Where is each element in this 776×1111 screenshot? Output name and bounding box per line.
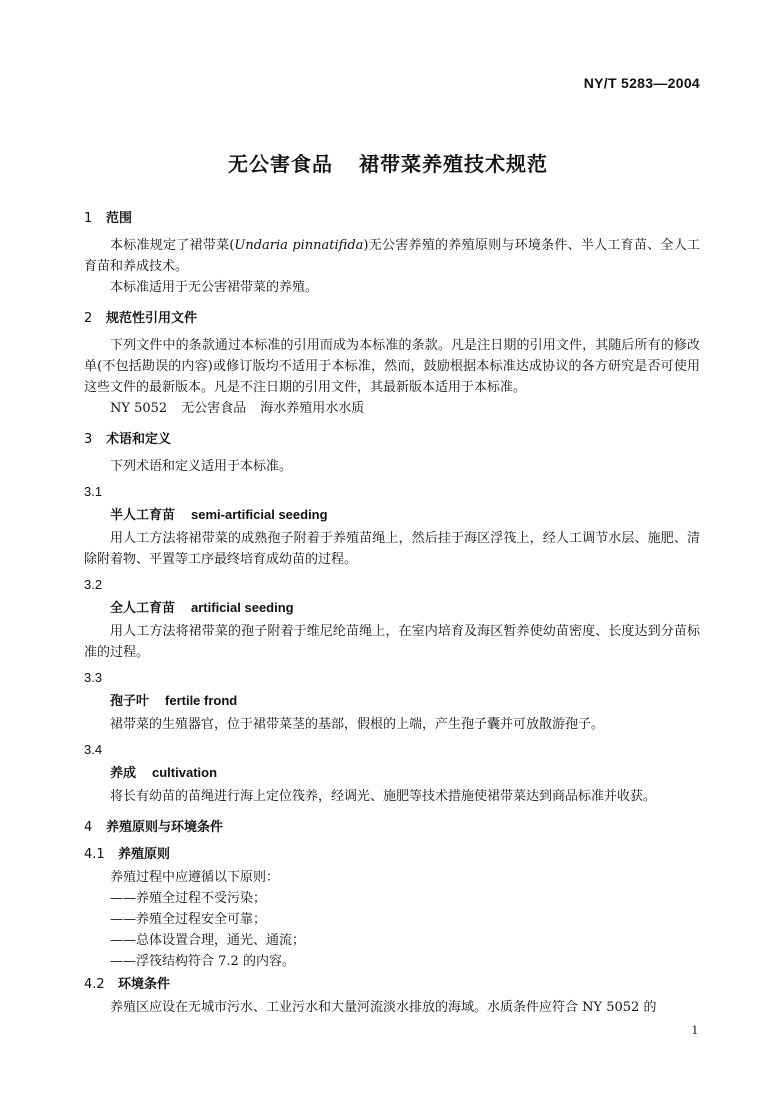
term-english: artificial seeding [191,600,294,615]
term-definition: 将长有幼苗的苗绳进行海上定位筏养，经调光、施肥等技术措施使裙带菜达到商品标准并收获。 [110,789,657,804]
document-title [0,148,776,177]
term-definition: 用人工方法将裙带菜的孢子附着于维尼纶苗绳上，在室内培育及海区暂养使幼苗密度、长度达到分苗标准的过程。 [84,624,700,660]
principle-item: ——养殖全过程不受污染； [110,891,267,906]
term-english: cultivation [152,765,218,780]
term-chinese: 孢子叶 [110,694,150,709]
section-3-intro: 下列术语和定义适用于本标准。 [110,459,293,474]
subsection-4-1-intro: 养殖过程中应遵循以下原则： [110,870,280,885]
section-2-heading [84,308,700,329]
section-number: 3 [84,432,93,447]
principle-item: ——养殖全过程安全可靠； [110,912,267,927]
section-1-heading [84,208,700,229]
term-number: 3.3 [84,670,103,685]
section-title: 养殖原则与环境条件 [106,820,224,835]
section-number: 1 [84,211,93,226]
term-name [110,762,700,784]
section-1-paragraph-2: 本标准适用于无公害裙带菜的养殖。 [110,280,319,295]
section-title: 范围 [106,211,133,226]
subsection-number: 4.2 [84,977,105,992]
principle-item: ——浮筏结构符合 7.2 的内容。 [110,954,295,969]
term-definition: 裙带菜的生殖器官，位于裙带菜茎的基部，假根的上端，产生孢子囊并可放散游孢子。 [110,717,605,732]
term-3-2 [84,574,700,663]
term-name [110,690,700,712]
term-number: 3.1 [84,484,103,499]
section-2-paragraph-1: 下列文件中的条款通过本标准的引用而成为本标准的条款。凡是注日期的引用文件，其随后所有的修改单(不包括勘误的内容)或修订版均不适用于本标准，然而，鼓励根据本标准达成协议的各方研究是否可使用这些文件的最新版本。凡是不注日期的引用文件，其最新版本适用于本标准。 [84,338,700,395]
section-1-paragraph-1 [84,235,700,277]
subsection-4-1-heading [84,844,700,865]
term-english: fertile frond [165,693,238,708]
term-english: semi-artificial seeding [191,507,328,522]
section-title: 规范性引用文件 [106,311,198,326]
subsection-4-2-heading [84,974,700,995]
section-title: 术语和定义 [106,432,172,447]
section-number: 2 [84,311,93,326]
reference-code: NY 5052 [110,401,168,416]
term-number: 3.2 [84,577,103,592]
standard-code: NY/T 5283—2004 [583,75,700,91]
term-3-3 [84,667,700,735]
subsection-number: 4.1 [84,847,105,862]
title-part-2: 裙带菜养殖技术规范 [359,152,548,176]
section-3-heading [84,429,700,450]
text-span: )无公害养殖的养殖原则与环境条件、半人工育苗、全人工育苗和养成技术。 [84,238,700,274]
term-3-4 [84,739,700,807]
title-part-1: 无公害食品 [228,152,333,176]
page-number: 1 [691,1022,698,1037]
document-body [84,208,700,1018]
section-number: 4 [84,820,93,835]
latin-name: Undaria pinnatifida [234,238,364,253]
reference-title-1: 无公害食品 [181,401,247,416]
reference-title-2: 海水养殖用水水质 [260,401,365,416]
term-name [110,504,700,526]
term-definition: 用人工方法将裙带菜的成熟孢子附着于养殖苗绳上，然后挂于海区浮筏上，经人工调节水层、施肥、清除附着物、平置等工序最终培育成幼苗的过程。 [84,531,700,567]
term-chinese: 养成 [110,766,137,781]
section-4-heading [84,817,700,838]
term-chinese: 半人工育苗 [110,508,176,523]
subsection-4-2-paragraph: 养殖区应设在无城市污水、工业污水和大量河流淡水排放的海域。水质条件应符合 NY 5052 的 [110,1000,657,1015]
term-name [110,597,700,619]
subsection-title: 环境条件 [118,977,171,992]
term-number: 3.4 [84,742,103,757]
text-span: 本标准规定了裙带菜( [110,238,235,253]
principle-item: ——总体设置合理，通光、通流； [110,933,306,948]
term-3-1 [84,481,700,570]
normative-reference [84,398,700,419]
term-chinese: 全人工育苗 [110,601,176,616]
subsection-title: 养殖原则 [118,847,171,862]
